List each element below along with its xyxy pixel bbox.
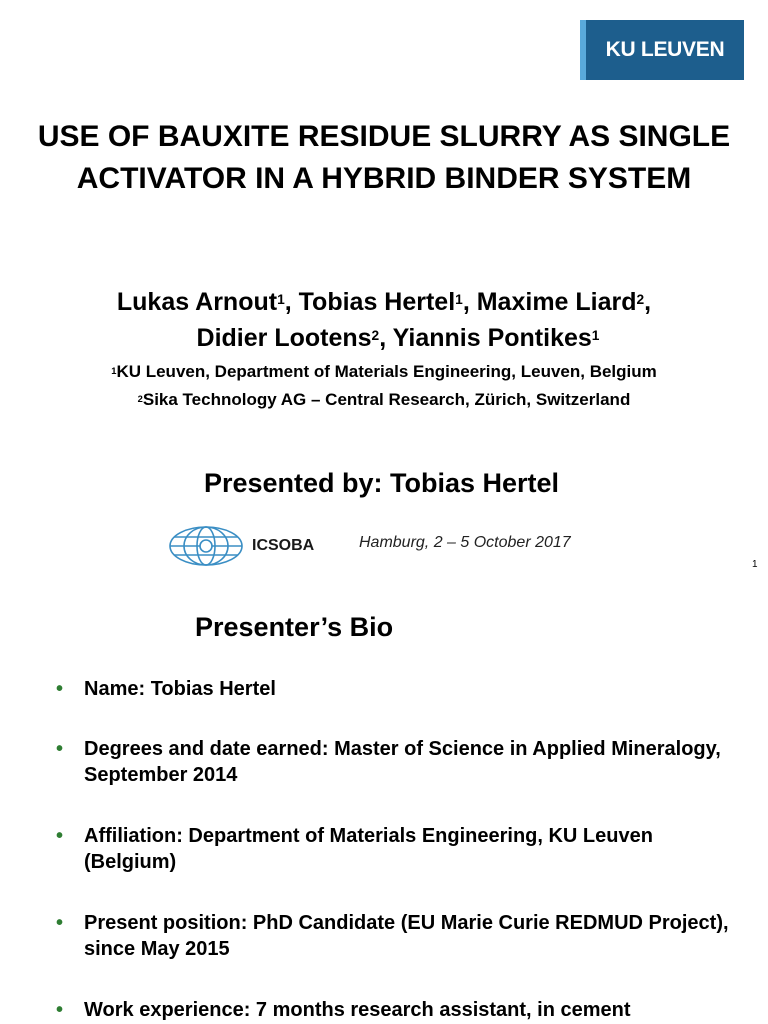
author-name: Didier Lootens xyxy=(196,324,372,352)
affiliation-1 xyxy=(0,361,768,383)
bullet-text: Name: Tobias Hertel xyxy=(84,678,276,700)
bullet-dot-icon: • xyxy=(56,678,64,700)
bullet-dot-icon: • xyxy=(56,912,64,934)
author-sup: 2 xyxy=(636,291,645,307)
author-name: Tobias Hertel xyxy=(298,288,456,316)
affiliation-sup: 1 xyxy=(111,365,117,376)
author-name: Maxime Liard xyxy=(476,288,637,316)
presented-by: Presented by: Tobias Hertel xyxy=(203,468,560,498)
icsoba-logo-text: ICSOBA xyxy=(252,537,315,554)
author-list xyxy=(0,284,768,356)
bio-bullet xyxy=(56,823,746,875)
ku-leuven-logo xyxy=(580,20,744,80)
bio-bullet xyxy=(56,736,746,788)
bullet-dot-icon: • xyxy=(56,738,64,760)
bullet-dot-icon: • xyxy=(56,825,64,847)
bio-bullet xyxy=(56,676,746,702)
author-sup: 1 xyxy=(455,291,463,307)
author-name: Yiannis Pontikes xyxy=(392,324,592,352)
icsoba-globe-icon xyxy=(168,525,244,567)
bullet-text: Work experience: 7 months research assistant, in cement xyxy=(84,999,631,1021)
affiliation-text: Sika Technology AG – Central Research, Zürich, Switzerland xyxy=(142,390,631,409)
slide-title: USE OF BAUXITE RESIDUE SLURRY AS SINGLE ACTIVATOR IN A HYBRID BINDER SYSTEM xyxy=(37,120,731,195)
bullet-text: Present position: PhD Candidate (EU Marie Curie REDMUD Project), since May 2015 xyxy=(84,912,729,960)
event-location-date: Hamburg, 2 – 5 October 2017 xyxy=(359,534,571,551)
bio-heading: Presenter’s Bio xyxy=(195,612,394,642)
affiliation-2 xyxy=(0,389,768,411)
bio-bullet xyxy=(56,910,746,962)
bullet-text: Degrees and date earned: Master of Science in Applied Mineralogy, September 2014 xyxy=(84,738,721,786)
logo-text: KU LEUVEN xyxy=(605,38,725,61)
author-sup: 1 xyxy=(277,291,285,307)
bullet-text: Affiliation: Department of Materials Engineering, KU Leuven (Belgium) xyxy=(84,825,653,873)
bio-bullet xyxy=(56,997,746,1023)
author-sup: 2 xyxy=(371,327,380,343)
affiliation-text: KU Leuven, Department of Materials Engineering, Leuven, Belgium xyxy=(116,362,657,381)
author-sup: 1 xyxy=(591,327,600,343)
author-line-1: Lukas Arnout$^1$, Tobias Hertel$^1$, Maxime Liard$^2$, xyxy=(116,288,652,316)
author-name: Lukas Arnout xyxy=(116,288,278,316)
bullet-dot-icon: • xyxy=(56,999,64,1021)
affiliation-sup: 2 xyxy=(137,393,143,404)
slide-number: 1 xyxy=(752,559,758,570)
author-line-2: Didier Lootens$^2$, Yiannis Pontikes$^1$ xyxy=(196,324,600,352)
